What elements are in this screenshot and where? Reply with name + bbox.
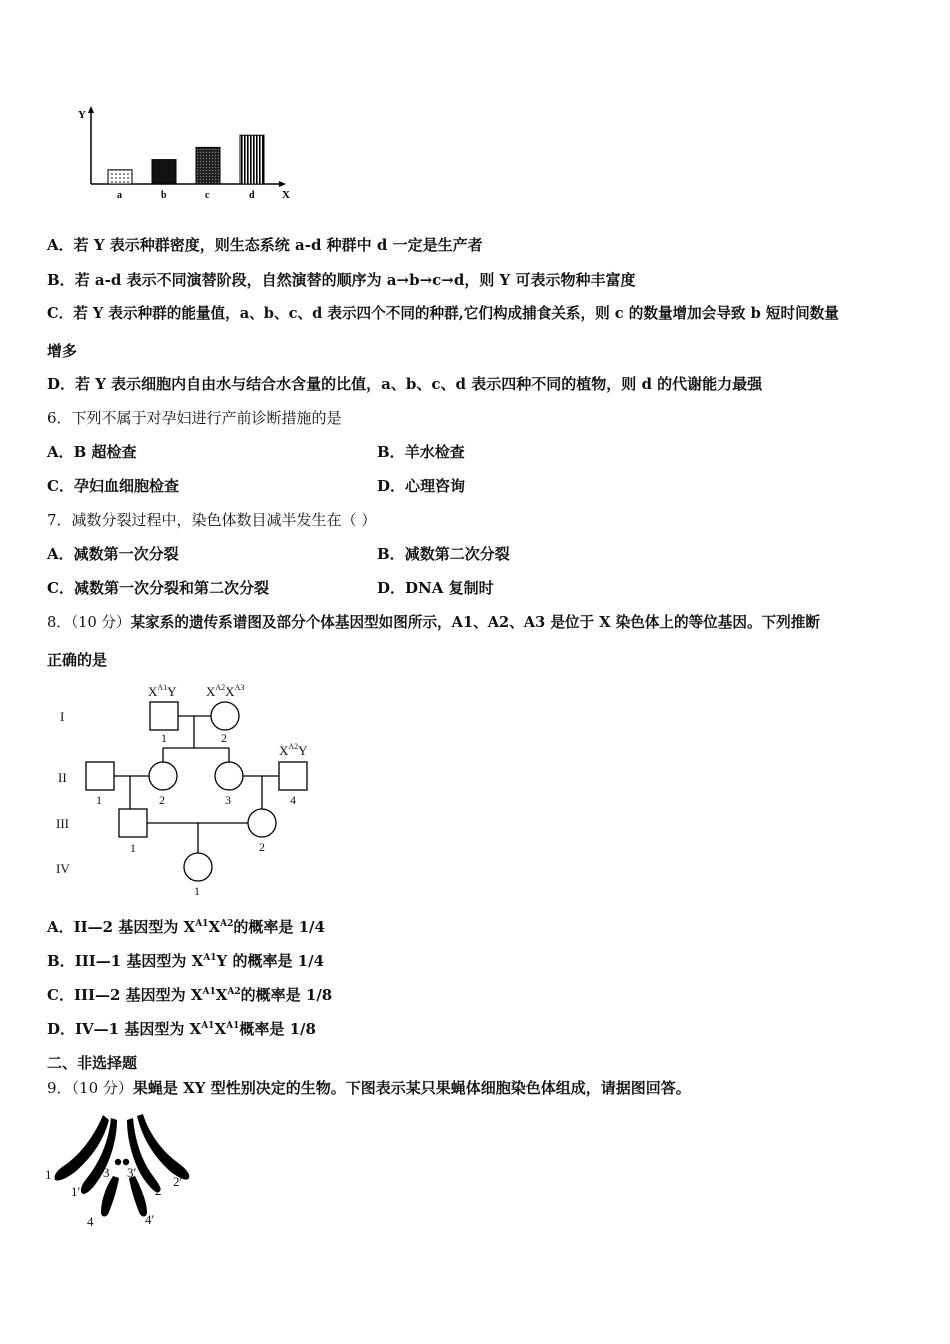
y-axis-label: Y (78, 109, 86, 121)
label-ii1: 1 (96, 793, 102, 807)
genotype-ii4: $X^{A2}Y$ (279, 742, 308, 758)
chromosome-4-prime (129, 1176, 147, 1217)
label-i1: 1 (161, 731, 167, 745)
label-2-prime: 2′ (173, 1174, 183, 1189)
y-axis-arrow (88, 106, 94, 113)
chromosome-figure (45, 1110, 195, 1235)
q8-option-c: C．III—2 基因型为 $X^{A1}X^{A2}$的概率是 1/8 (47, 986, 333, 1004)
q8-stem-continuation: 正确的是 (47, 651, 108, 669)
tick-label-d: d (249, 190, 255, 201)
individual-i2-female (211, 702, 239, 730)
x-axis-arrow (279, 181, 286, 187)
bar-b (152, 160, 176, 184)
label-3-prime: 3′ (127, 1165, 137, 1180)
q9-stem: 9．（10 分）果蝇是 XY 型性别决定的生物。下图表示某只果蝇体细胞染色体组成，请据图回答。 (47, 1079, 691, 1097)
pedigree-diagram (50, 676, 330, 902)
label-i2: 2 (221, 731, 227, 745)
individual-ii3-female (215, 762, 243, 790)
q6-option-b: B．羊水检查 (377, 443, 465, 461)
label-3: 3 (103, 1165, 110, 1180)
label-iv1: 1 (194, 884, 200, 898)
genotype-i2: $X^{A2}X^{A3}$ (206, 683, 245, 699)
q8-number: 8．（10 分） (47, 614, 131, 631)
bar-d (240, 135, 264, 184)
tick-label-a: a (117, 190, 122, 201)
label-ii4: 4 (290, 793, 296, 807)
label-1-prime: 1′ (71, 1184, 81, 1199)
q7-option-b: B．减数第二次分裂 (377, 545, 510, 563)
q7-option-a: A．减数第一次分裂 (47, 545, 179, 563)
q7-option-d: D．DNA 复制时 (377, 579, 494, 597)
bar-chart (70, 100, 310, 205)
label-iii2: 2 (259, 840, 265, 854)
q5-option-c-continuation: 增多 (47, 342, 78, 360)
individual-ii1-male (86, 762, 114, 790)
individual-iii2-female (248, 809, 276, 837)
generation-label-4: IV (56, 861, 70, 876)
label-1: 1 (45, 1167, 52, 1182)
q6-stem: 6．下列不属于对孕妇进行产前诊断措施的是 (47, 409, 342, 427)
generation-label-1: I (60, 709, 65, 724)
tick-label-c: c (205, 190, 210, 201)
q8-option-a: A．II—2 基因型为 $X^{A1}X^{A2}$的概率是 1/4 (47, 918, 325, 936)
q7-option-c: C．减数第一次分裂和第二次分裂 (47, 579, 269, 597)
generation-label-3: III (56, 816, 69, 831)
q8-option-d: D．IV—1 基因型为 $X^{A1}X^{A1}$概率是 1/8 (47, 1020, 316, 1038)
q6-option-a: A．B 超检查 (47, 443, 137, 461)
chromosome-3 (115, 1159, 121, 1165)
q6-option-d: D．心理咨询 (377, 477, 466, 495)
chromosome-4 (101, 1176, 119, 1217)
bar-c (196, 147, 220, 184)
q8-option-b: B．III—1 基因型为 $X^{A1}Y$ 的概率是 1/4 (47, 952, 325, 970)
q7-stem: 7．减数分裂过程中，染色体数目减半发生在（ ） (47, 511, 377, 529)
q6-option-c: C．孕妇血细胞检查 (47, 477, 179, 495)
tick-label-b: b (161, 190, 167, 201)
individual-ii4-male (279, 762, 307, 790)
q5-option-d: D．若 Y 表示细胞内自由水与结合水含量的比值，a、b、c、d 表示四种不同的植物，则 d 的代谢能力最强 (47, 375, 763, 393)
bar-a (108, 170, 132, 184)
individual-iii1-male (119, 809, 147, 837)
label-4-prime: 4′ (145, 1212, 155, 1227)
genotype-i1: $X^{A1}Y$ (148, 683, 177, 699)
label-ii3: 3 (225, 793, 231, 807)
q9-number: 9．（10 分） (47, 1079, 133, 1097)
individual-i1-male (150, 702, 178, 730)
label-iii1: 1 (130, 841, 136, 855)
individual-iv1-female (184, 853, 212, 881)
individual-ii2-female (149, 762, 177, 790)
q5-option-b: B．若 a-d 表示不同演替阶段，自然演替的顺序为 a→b→c→d，则 Y 可表示物种丰富度 (47, 271, 636, 289)
label-2: 2 (155, 1183, 162, 1198)
label-ii2: 2 (159, 793, 165, 807)
x-axis-label: X (282, 189, 290, 201)
section-title: 二、非选择题 (47, 1054, 138, 1072)
generation-label-2: II (58, 770, 67, 785)
q5-option-a: A．若 Y 表示种群密度，则生态系统 a-d 种群中 d 一定是生产者 (47, 236, 483, 254)
q8-stem: 8．（10 分）某家系的遗传系谱图及部分个体基因型如图所示，A1、A2、A3 是位于 X 染色体上的等位基因。下列推断 (47, 614, 820, 631)
q5-option-c: C．若 Y 表示种群的能量值，a、b、c、d 表示四个不同的种群,它们构成捕食关系，则 c 的数量增加会导致 b 短时间数量 (47, 305, 839, 322)
label-4: 4 (87, 1214, 94, 1229)
